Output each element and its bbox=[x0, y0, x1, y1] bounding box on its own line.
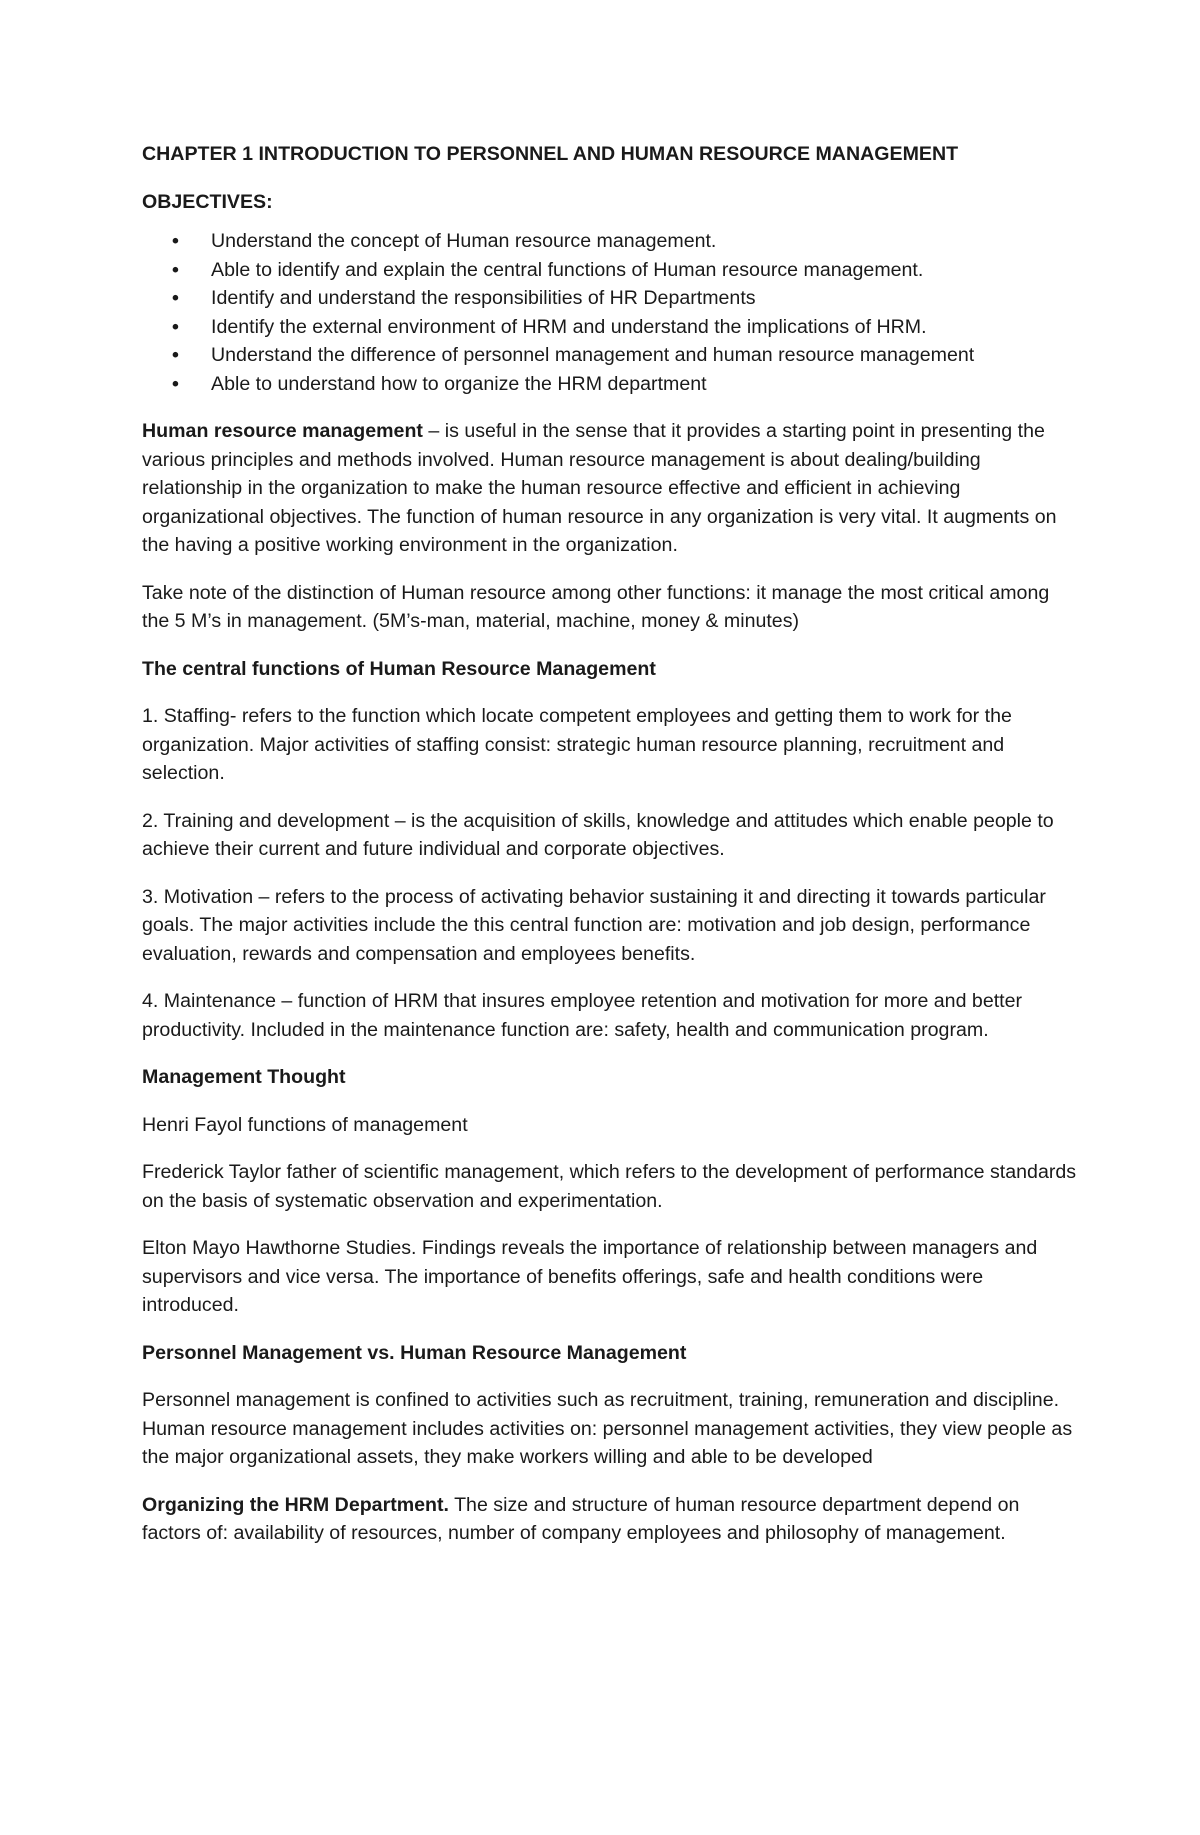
distinction-paragraph: Take note of the distinction of Human resource among other functions: it manage the most critical among the 5 M’s in management. (5M’s-man, material, machine, money & minutes) bbox=[142, 581, 1050, 632]
bullet-icon: • bbox=[172, 315, 179, 338]
hrm-definition-term: Human resource management bbox=[142, 420, 423, 442]
central-function-training: 2. Training and development – is the acquisition of skills, knowledge and attitudes which enable people to achieve their current and future individual and corporate objectives. bbox=[142, 809, 1054, 860]
list-item: • Understand the concept of Human resource management. bbox=[142, 227, 1078, 256]
organizing-text: The size and structure of human resource department depend on factors of: availability of resources, number of company employees and philosophy of management. bbox=[142, 1493, 1020, 1544]
organizing-paragraph bbox=[142, 1491, 1078, 1548]
management-thought-heading: Management Thought bbox=[142, 1066, 346, 1088]
list-item: • Identify and understand the responsibilities of HR Departments bbox=[142, 284, 1078, 313]
bullet-icon: • bbox=[172, 287, 179, 309]
hrm-definition-paragraph bbox=[142, 417, 1078, 560]
management-thought-fayol: Henri Fayol functions of management bbox=[142, 1113, 468, 1136]
pm-vs-hrm-paragraph: Personnel management is confined to activities such as recruitment, training, remuneration and discipline. Human resource management includes activities on: personnel management activities, they view people as the major organizational assets, they make workers willing and able to be developed bbox=[142, 1389, 1073, 1468]
list-item: • Able to understand how to organize the HRM department bbox=[142, 370, 1078, 399]
central-functions-heading: The central functions of Human Resource Management bbox=[142, 657, 656, 680]
central-function-staffing: 1. Staffing- refers to the function which locate competent employees and getting them to work for the organization. Major activities of staffing consist: strategic human resource planning, recruitment and selection. bbox=[142, 705, 1012, 784]
central-function-motivation: 3. Motivation – refers to the process of activating behavior sustaining it and directing it towards particular goals. The major activities include the this central function are: motivation and job design, performance evaluation, rewards and compensation and employees benefits. bbox=[142, 885, 1046, 965]
organizing-term: Organizing the HRM Department. bbox=[142, 1493, 449, 1516]
bullet-icon: • bbox=[172, 344, 179, 366]
chapter-title: CHAPTER 1 INTRODUCTION TO PERSONNEL AND HUMAN RESOURCE MANAGEMENT bbox=[142, 143, 959, 165]
list-item: • Able to identify and explain the central functions of Human resource management. bbox=[142, 256, 1078, 285]
document-page bbox=[142, 140, 1078, 1567]
pm-vs-hrm-heading: Personnel Management vs. Human Resource Management bbox=[142, 1341, 687, 1364]
bullet-icon: • bbox=[172, 372, 179, 395]
bullet-icon: • bbox=[172, 258, 179, 281]
objectives-heading: OBJECTIVES: bbox=[142, 190, 273, 213]
bullet-icon: • bbox=[172, 230, 179, 252]
central-function-maintenance: 4. Maintenance – function of HRM that insures employee retention and motivation for more and better productivity. Included in the maintenance function are: safety, health and communication program. bbox=[142, 990, 1023, 1041]
management-thought-mayo: Elton Mayo Hawthorne Studies. Findings reveals the importance of relationship between managers and supervisors and vice versa. The importance of benefits offerings, safe and health conditions were introduced. bbox=[142, 1237, 1038, 1316]
list-item: • Understand the difference of personnel management and human resource management bbox=[142, 341, 1078, 370]
management-thought-taylor: Frederick Taylor father of scientific management, which refers to the development of performance standards on the basis of systematic observation and experimentation. bbox=[142, 1161, 1077, 1212]
objectives-list bbox=[142, 227, 1078, 398]
list-item: • Identify the external environment of HRM and understand the implications of HRM. bbox=[142, 313, 1078, 342]
hrm-definition-text: – is useful in the sense that it provides a starting point in presenting the various principles and methods involved. Human resource management is about dealing/building relationship in the organization to make the human resource effective and efficient in achieving organizational objectives. The function of human resource in any organization is very vital. It augments on the having a positive working environment in the organization. bbox=[142, 420, 1057, 556]
